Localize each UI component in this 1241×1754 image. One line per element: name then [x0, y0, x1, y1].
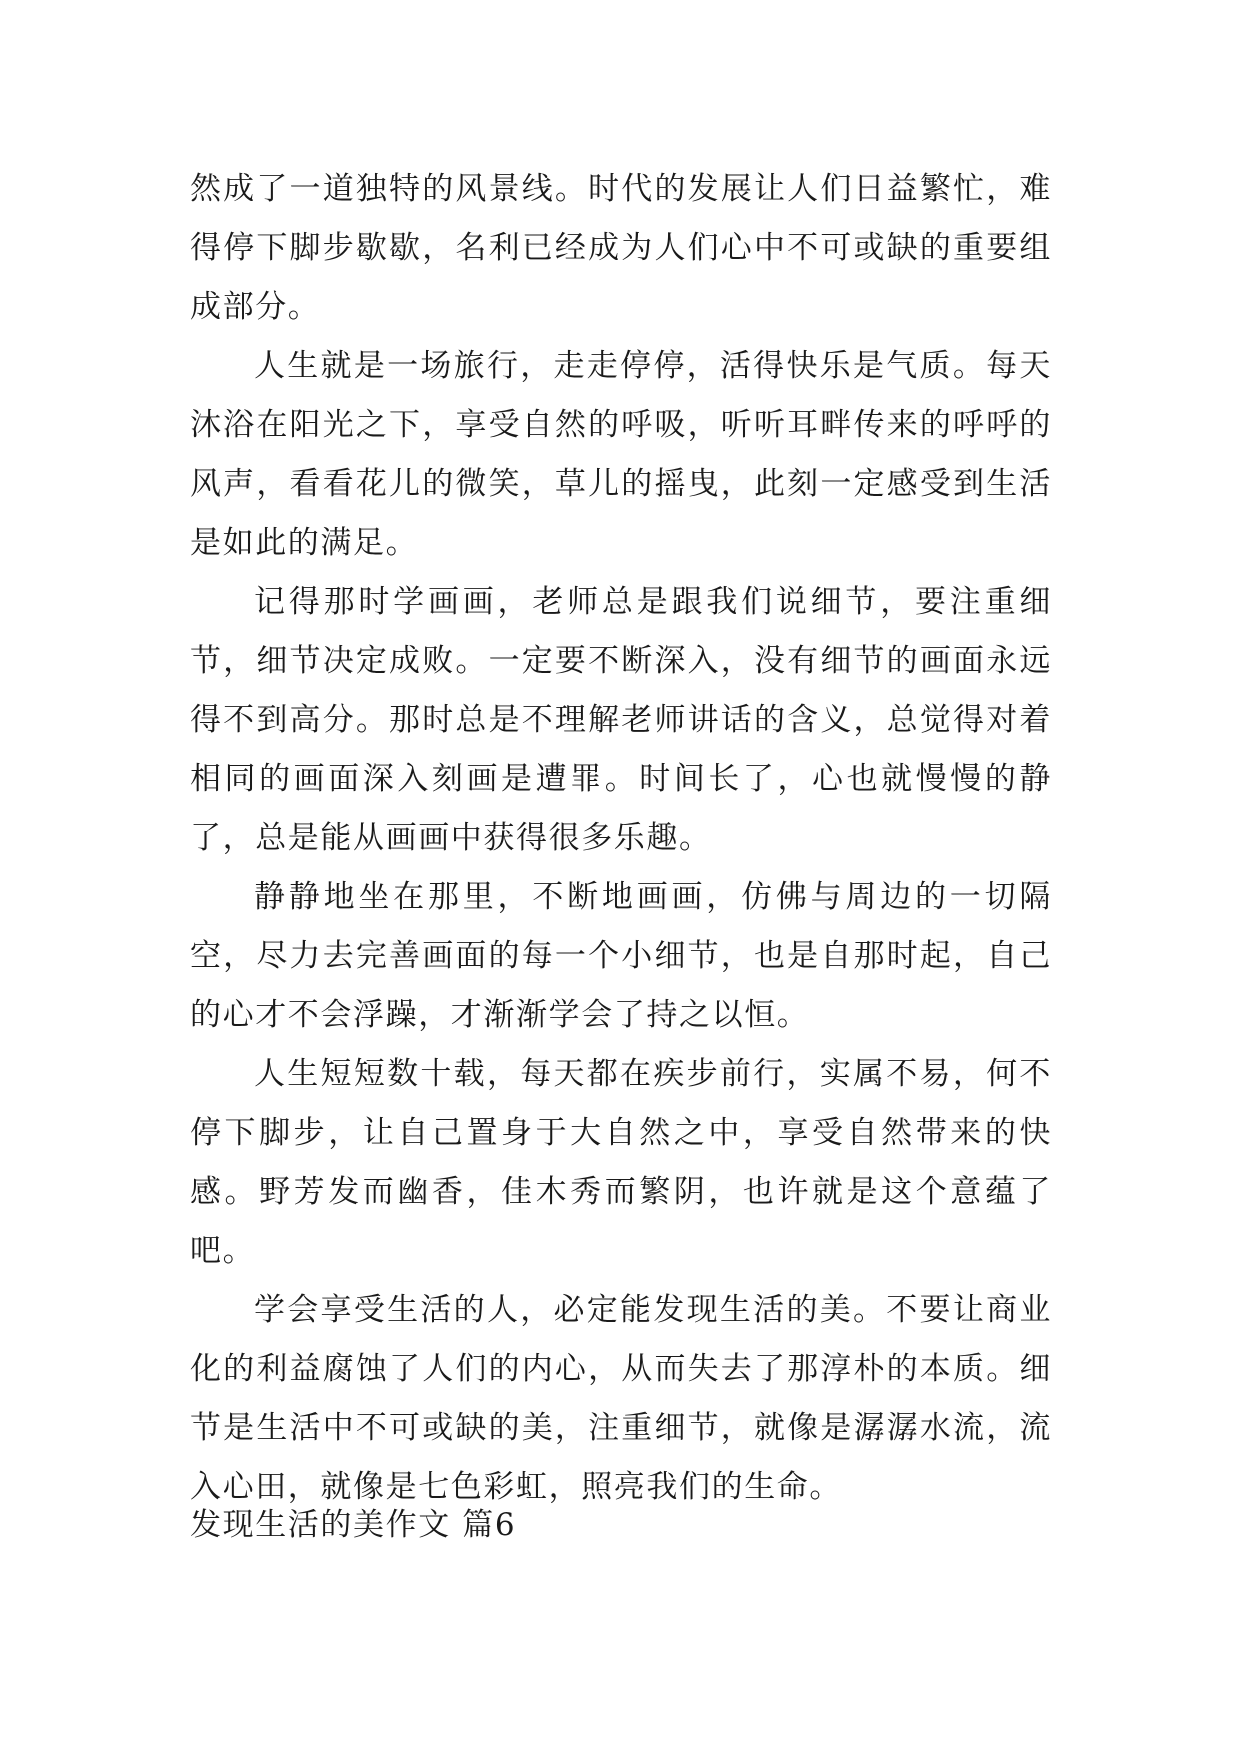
paragraph: 人生短短数十载，每天都在疾步前行，实属不易，何不停下脚步，让自己置身于大自然之中，享受自然带来的快感。野芳发而幽香，佳木秀而繁阴，也许就是这个意蕴了吧。 — [190, 1056, 1052, 1269]
paragraph: 静静地坐在那里，不断地画画，仿佛与周边的一切隔空，尽力去完善画面的每一个小细节，也是自那时起，自己的心才不会浮躁，才渐渐学会了持之以恒。 — [190, 879, 1052, 1033]
section-heading: 发现生活的美作文 篇6 — [190, 1507, 517, 1543]
paragraph: 记得那时学画画，老师总是跟我们说细节，要注重细节，细节决定成败。一定要不断深入，没有细节的画面永远得不到高分。那时总是不理解老师讲话的含义，总觉得对着相同的画面深入刻画是遭罪。时间长了，心也就慢慢的静了，总是能从画画中获得很多乐趣。 — [190, 584, 1052, 856]
paragraph: 然成了一道独特的风景线。时代的发展让人们日益繁忙，难得停下脚步歇歇，名利已经成为人们心中不可或缺的重要组成部分。 — [190, 171, 1052, 325]
paragraph: 人生就是一场旅行，走走停停，活得快乐是气质。每天沐浴在阳光之下，享受自然的呼吸，听听耳畔传来的呼呼的风声，看看花儿的微笑，草儿的摇曳，此刻一定感受到生活是如此的满足。 — [190, 348, 1052, 561]
paragraph: 学会享受生活的人，必定能发现生活的美。不要让商业化的利益腐蚀了人们的内心，从而失去了那淳朴的本质。细节是生活中不可或缺的美，注重细节，就像是潺潺水流，流入心田，就像是七色彩虹，照亮我们的生命。 — [190, 1292, 1052, 1505]
document-body — [190, 160, 1052, 1517]
